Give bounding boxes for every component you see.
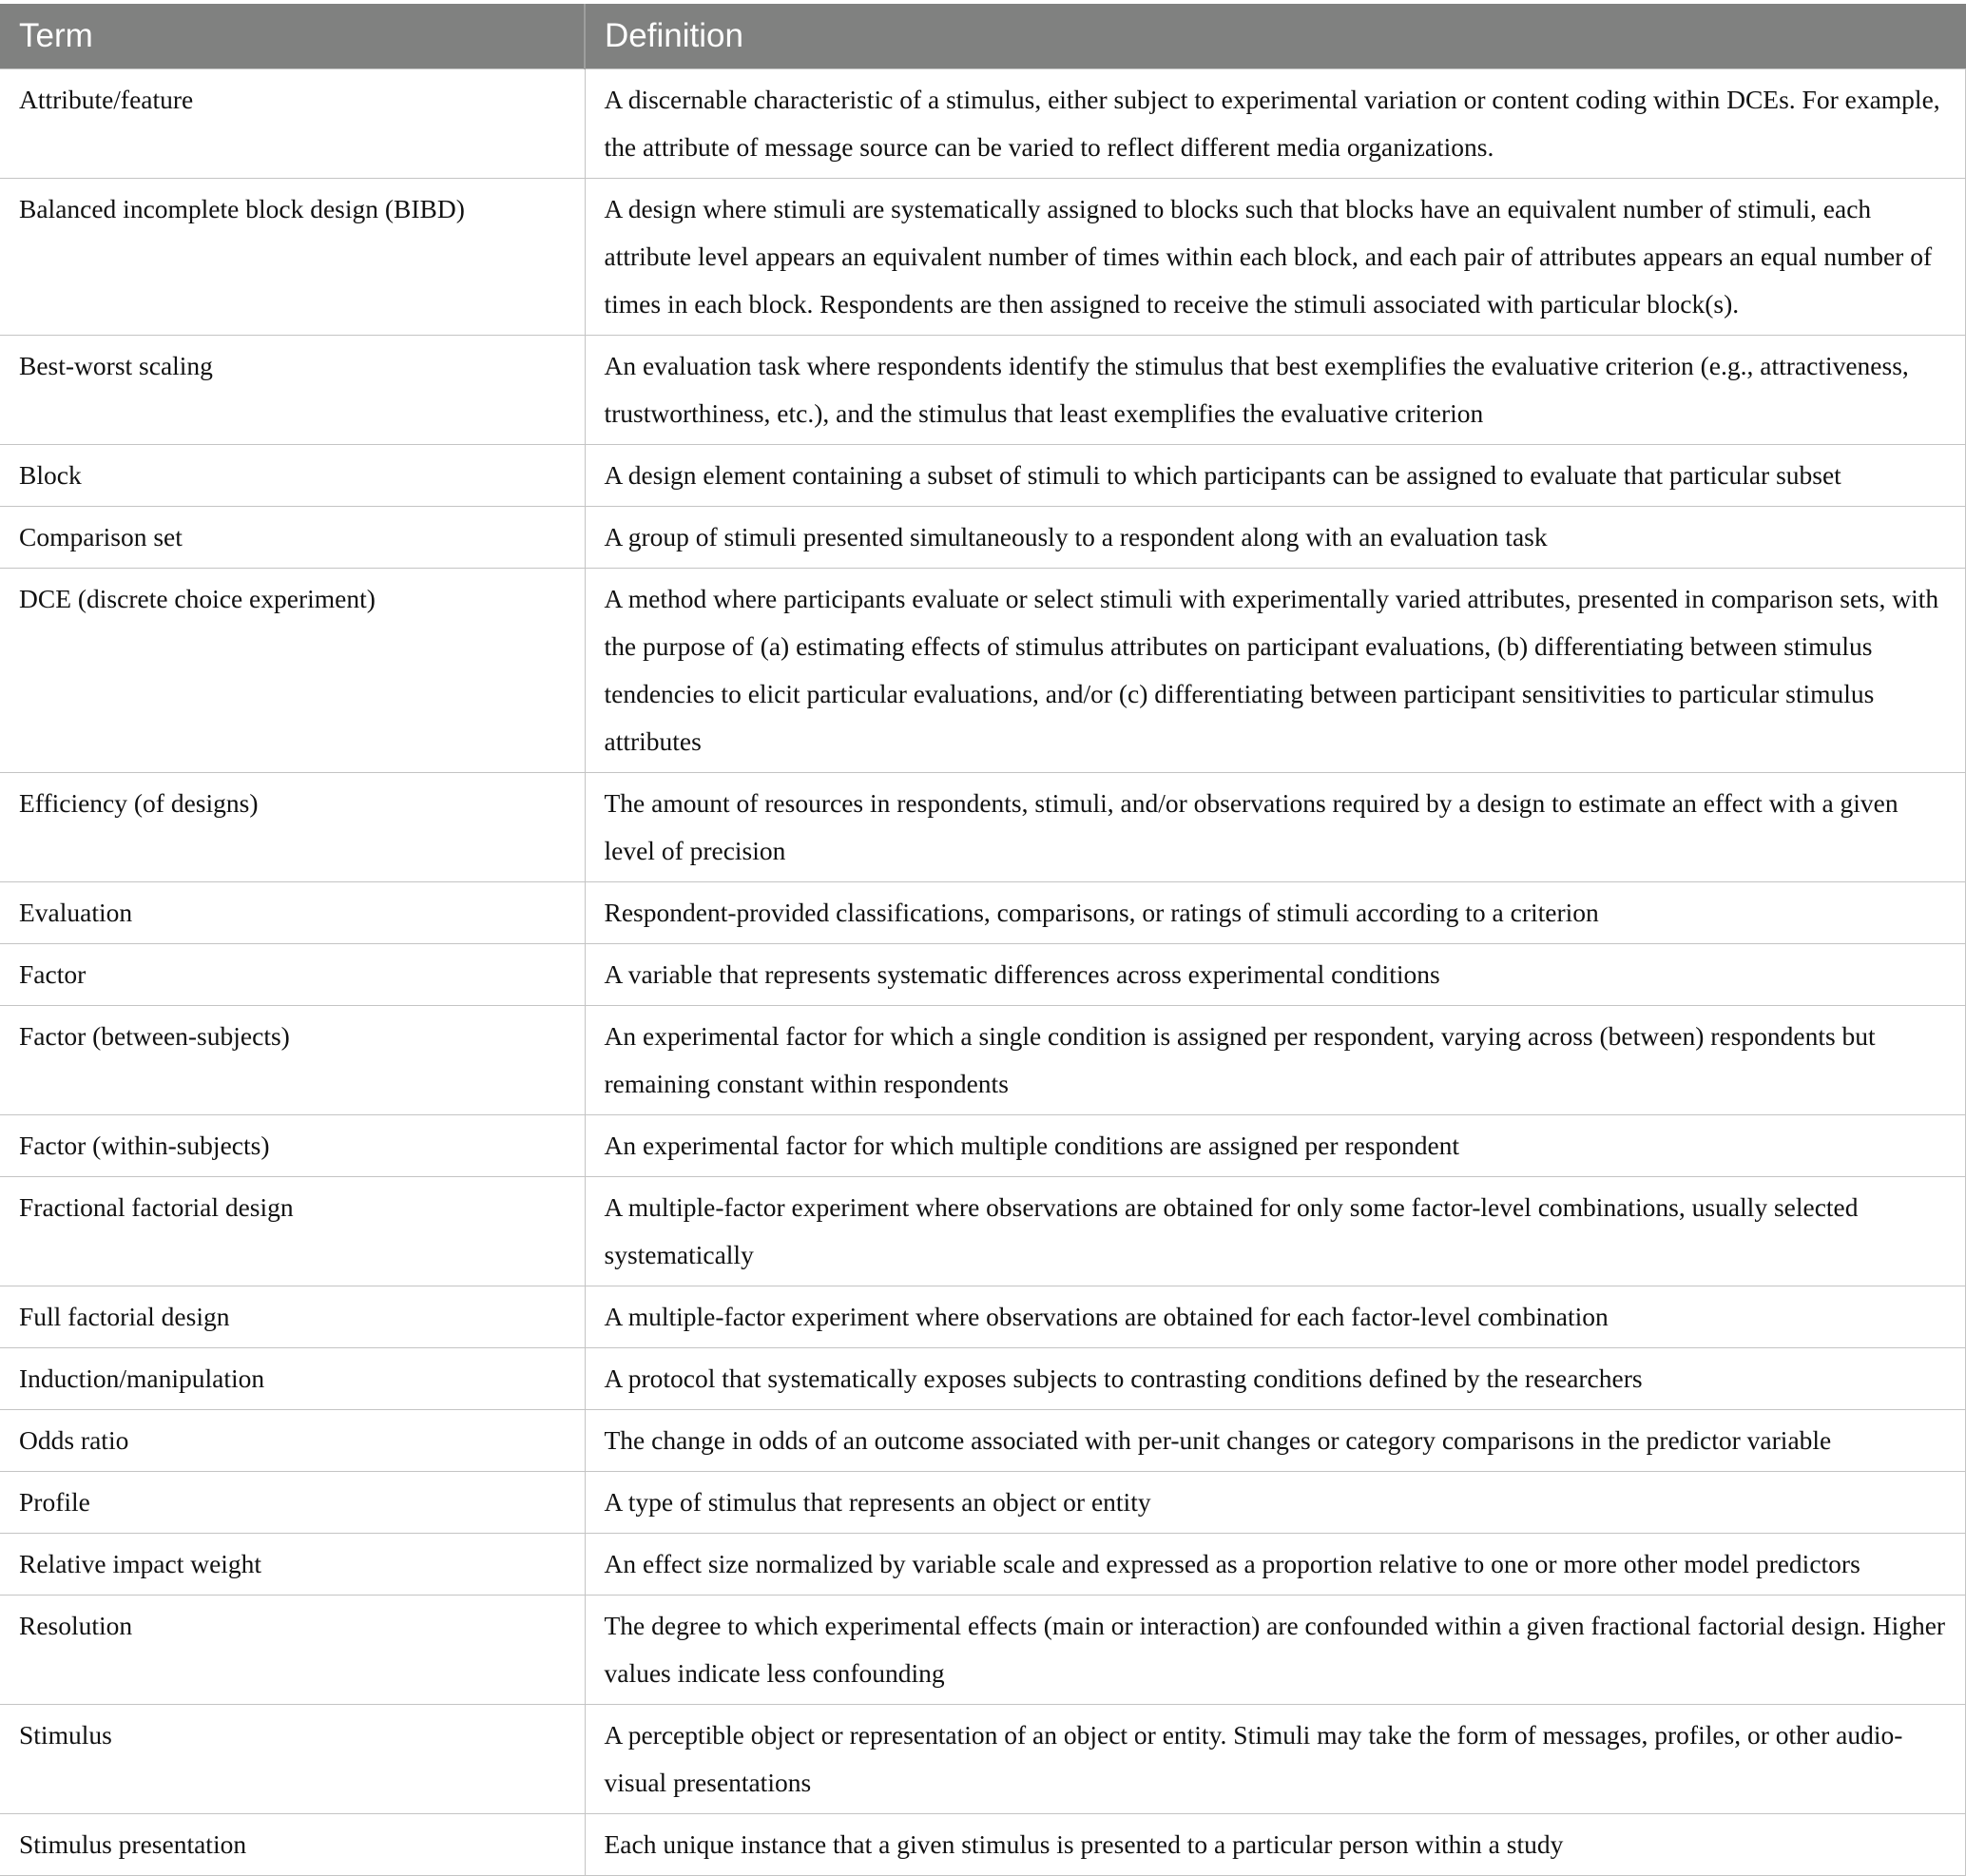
table-row (0, 1533, 1966, 1595)
table-row (0, 1347, 1966, 1409)
header-definition: Definition (585, 4, 1966, 68)
table-row (0, 1176, 1966, 1286)
definition-cell: Each unique instance that a given stimulus is presented to a particular person within a study (585, 1813, 1966, 1875)
header-row (0, 4, 1966, 68)
definition-cell: An evaluation task where respondents identify the stimulus that best exemplifies the evaluative criterion (e.g., attractiveness, trustworthiness, etc.), and the stimulus that least exemplifies the evaluative criterion (585, 335, 1966, 444)
table-row (0, 881, 1966, 943)
term-cell: Stimulus (0, 1704, 585, 1813)
table-row (0, 68, 1966, 178)
term-cell: Efficiency (of designs) (0, 772, 585, 881)
term-cell: Odds ratio (0, 1409, 585, 1471)
table-row (0, 506, 1966, 568)
term-cell: Full factorial design (0, 1286, 585, 1347)
term-cell: Stimulus presentation (0, 1813, 585, 1875)
definition-cell: The degree to which experimental effects (main or interaction) are confounded within a given fractional factorial design. Higher values indicate less confounding (585, 1595, 1966, 1704)
definition-cell: A variable that represents systematic differences across experimental conditions (585, 943, 1966, 1005)
term-cell: Comparison set (0, 506, 585, 568)
definition-cell: Respondent-provided classifications, comparisons, or ratings of stimuli according to a criterion (585, 881, 1966, 943)
definition-cell: A group of stimuli presented simultaneously to a respondent along with an evaluation task (585, 506, 1966, 568)
term-cell: Relative impact weight (0, 1533, 585, 1595)
definition-cell: A multiple-factor experiment where observations are obtained for only some factor-level combinations, usually selected systematically (585, 1176, 1966, 1286)
table-row (0, 1286, 1966, 1347)
table-row (0, 178, 1966, 335)
table-row (0, 1704, 1966, 1813)
term-cell: Block (0, 444, 585, 506)
term-cell: Best-worst scaling (0, 335, 585, 444)
glossary-table (0, 4, 1966, 1876)
table-row (0, 1409, 1966, 1471)
definition-cell: An effect size normalized by variable scale and expressed as a proportion relative to one or more other model predictors (585, 1533, 1966, 1595)
term-cell: Profile (0, 1471, 585, 1533)
definition-cell: The amount of resources in respondents, stimuli, and/or observations required by a design to estimate an effect with a given level of precision (585, 772, 1966, 881)
table-row (0, 1005, 1966, 1114)
table-header (0, 4, 1966, 68)
table-row (0, 335, 1966, 444)
table-row (0, 1595, 1966, 1704)
term-cell: Induction/manipulation (0, 1347, 585, 1409)
term-cell: Factor (between-subjects) (0, 1005, 585, 1114)
definition-cell: A design where stimuli are systematically assigned to blocks such that blocks have an equivalent number of stimuli, each attribute level appears an equivalent number of times within each block, and each pair of attributes appears an equal number of times in each block. Respondents are then assigned to receive the stimuli associated with particular block(s). (585, 178, 1966, 335)
term-cell: Resolution (0, 1595, 585, 1704)
table-row (0, 1114, 1966, 1176)
term-cell: Balanced incomplete block design (BIBD) (0, 178, 585, 335)
table-row (0, 772, 1966, 881)
definition-cell: An experimental factor for which a single condition is assigned per respondent, varying across (between) respondents but remaining constant within respondents (585, 1005, 1966, 1114)
definition-cell: A design element containing a subset of stimuli to which participants can be assigned to evaluate that particular subset (585, 444, 1966, 506)
definition-cell: A discernable characteristic of a stimulus, either subject to experimental variation or content coding within DCEs. For example, the attribute of message source can be varied to reflect different media organizations. (585, 68, 1966, 178)
term-cell: Factor (0, 943, 585, 1005)
definition-cell: An experimental factor for which multiple conditions are assigned per respondent (585, 1114, 1966, 1176)
table-row (0, 943, 1966, 1005)
table-row (0, 568, 1966, 772)
table-row (0, 1471, 1966, 1533)
definition-cell: A multiple-factor experiment where observations are obtained for each factor-level combination (585, 1286, 1966, 1347)
table-body (0, 68, 1966, 1875)
term-cell: Fractional factorial design (0, 1176, 585, 1286)
header-term: Term (0, 4, 585, 68)
term-cell: Factor (within-subjects) (0, 1114, 585, 1176)
term-cell: Attribute/feature (0, 68, 585, 178)
table-row (0, 444, 1966, 506)
definition-cell: A type of stimulus that represents an object or entity (585, 1471, 1966, 1533)
term-cell: Evaluation (0, 881, 585, 943)
definition-cell: The change in odds of an outcome associated with per-unit changes or category comparisons in the predictor variable (585, 1409, 1966, 1471)
term-cell: DCE (discrete choice experiment) (0, 568, 585, 772)
definition-cell: A method where participants evaluate or select stimuli with experimentally varied attributes, presented in comparison sets, with the purpose of (a) estimating effects of stimulus attributes on participant evaluations, (b) differentiating between stimulus tendencies to elicit particular evaluations, and/or (c) differentiating between participant sensitivities to particular stimulus attributes (585, 568, 1966, 772)
table-row (0, 1813, 1966, 1875)
definition-cell: A protocol that systematically exposes subjects to contrasting conditions defined by the researchers (585, 1347, 1966, 1409)
definition-cell: A perceptible object or representation of an object or entity. Stimuli may take the form of messages, profiles, or other audio-visual presentations (585, 1704, 1966, 1813)
